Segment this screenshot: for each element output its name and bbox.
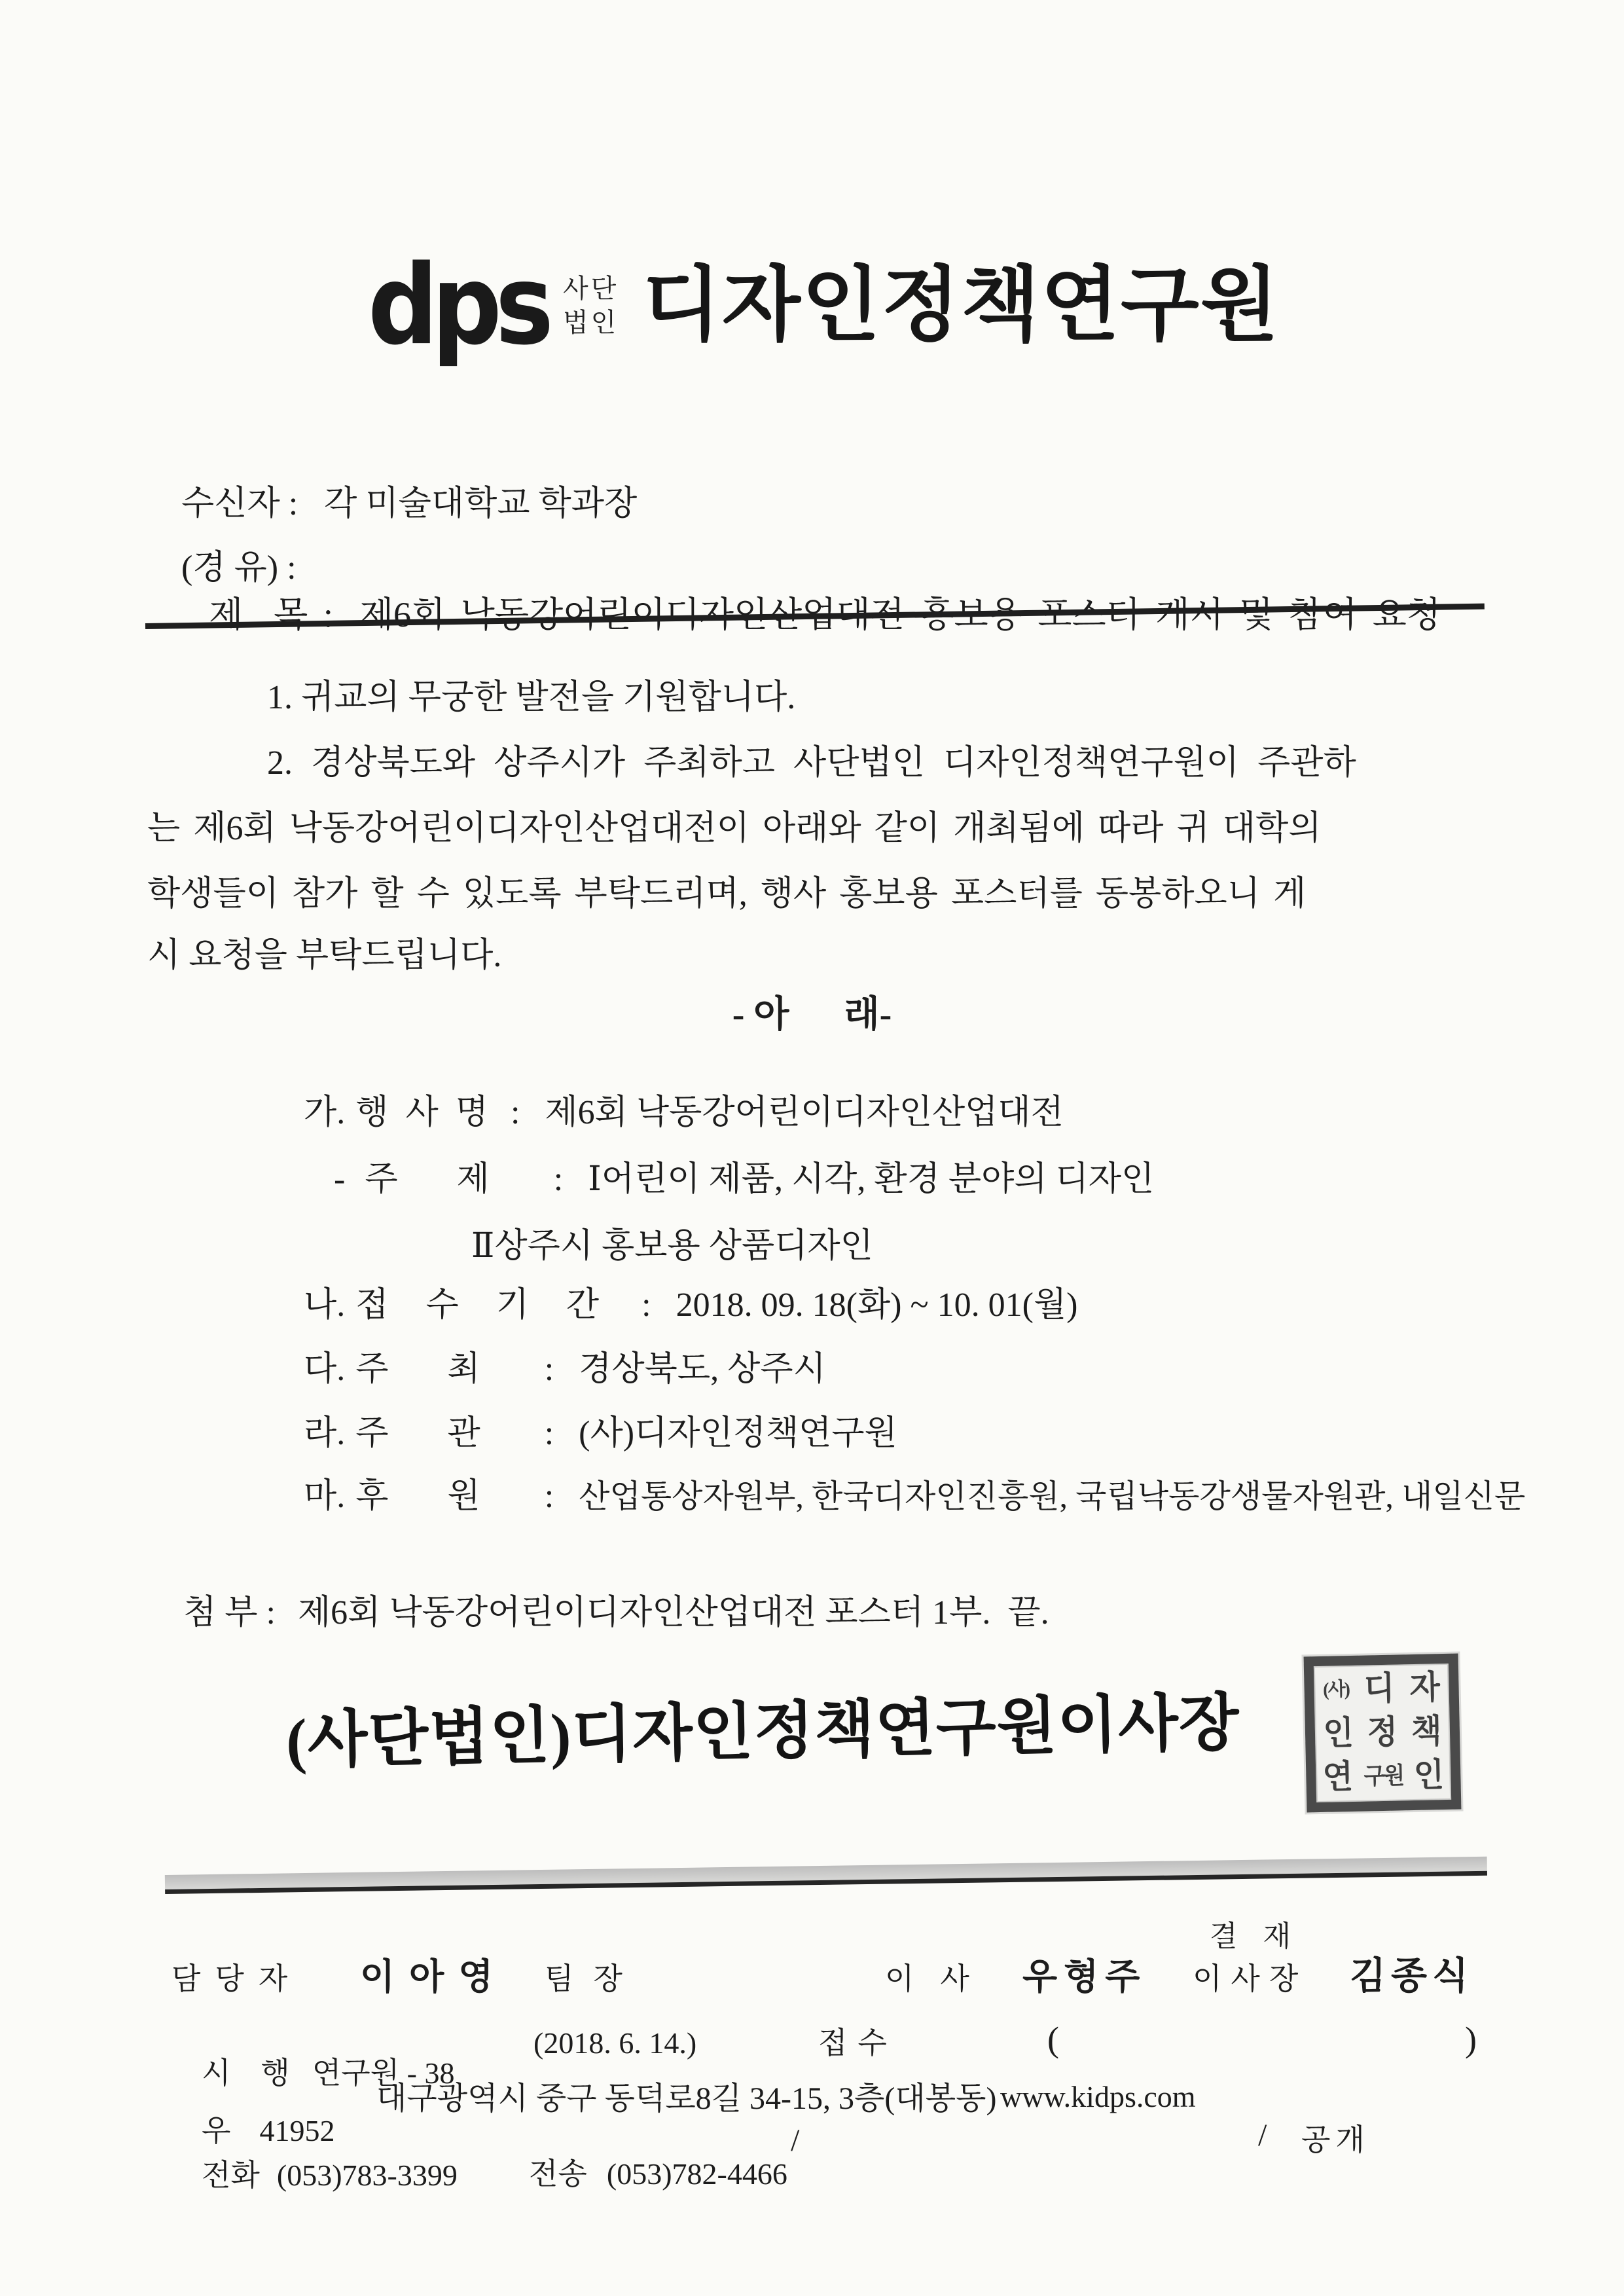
corp-type-top: 사단 <box>563 274 619 303</box>
approval-label: 결 재 <box>1210 1920 1301 1952</box>
approval-role-director: 이사 <box>885 1962 996 1995</box>
item-term: 행사명 <box>355 1094 505 1131</box>
approval-role-team-leader: 팀장 <box>545 1962 642 1995</box>
below-heading: - 아 래- <box>732 994 892 1035</box>
body-paragraph-2-line-2: 는 제6회 낙동강어린이디자인산업대전이 아래와 같이 개최됨에 따라 귀 대학의 <box>147 810 1322 847</box>
disclosure-label: 공개 <box>1301 2123 1370 2157</box>
fax-label: 전송 <box>529 2157 587 2191</box>
body-paragraph-2-line-3: 학생들이 참가 할 수 있도록 부탁드리며, 행사 홍보용 포스터를 동봉하오니 게 <box>147 875 1307 913</box>
zip-code: 41952 <box>259 2114 335 2147</box>
letterhead <box>368 242 1280 370</box>
item-value: Ⅰ어린이 제품, 시각, 환경 분야의 디자인 <box>588 1161 1155 1198</box>
item-value: 2018. 09. 18(화) ~ 10. 01(월) <box>676 1286 1078 1324</box>
recipient-label: 수신자 : <box>181 485 298 522</box>
approval-name-president: 김종식 <box>1350 1956 1474 1997</box>
item-colon: : <box>553 1161 564 1198</box>
body-paragraph-2-line-4: 시 요청을 부탁드립니다. <box>147 937 502 974</box>
document-number: 연구원 - 38 <box>312 2056 455 2090</box>
approval-name-staff: 이아영 <box>360 1957 508 1997</box>
item-colon: : <box>544 1478 554 1515</box>
approval-role-staff: 담당자 <box>171 1962 302 1995</box>
website: www.kidps.com <box>1000 2080 1196 2113</box>
item-term: 주최 <box>355 1351 539 1388</box>
seal-grid <box>1314 1664 1451 1802</box>
corp-type-bottom: 법인 <box>563 308 619 337</box>
separator-slash: / <box>791 2123 800 2158</box>
subject-value: 제6회 낙동강어린이디자인산업대전 홍보용 포스터 게시 및 참여 요청 <box>359 595 1441 634</box>
recipient-value: 각 미술대학교 학과장 <box>324 485 638 522</box>
item-value: 산업통상자원부, 한국디자인진흥원, 국립낙동강생물자원관, 내일신문 <box>579 1478 1526 1514</box>
dps-logo: dps <box>368 242 548 370</box>
item-value: Ⅱ상주시 홍보용 상품디자인 <box>471 1228 873 1265</box>
corp-type-label <box>563 272 619 340</box>
item-no: 나. <box>304 1286 346 1324</box>
attachment-value: 제6회 낙동강어린이디자인산업대전 포스터 1부. 끝. <box>297 1594 1049 1631</box>
body-paragraph-2-line-1: 2. 경상북도와 상주시가 주최하고 사단법인 디자인정책연구원이 주관하 <box>267 744 1356 782</box>
execution-label: 시 행 <box>202 2056 290 2090</box>
fax-line <box>499 2129 787 2219</box>
seal-char: 디 <box>1363 1670 1395 1708</box>
address: 대구광역시 중구 동덕로8길 34-15, 3층(대봉동) <box>376 2081 997 2116</box>
fax-number: (053)782-4466 <box>606 2157 787 2191</box>
receipt-paren-close: ) <box>1465 2020 1477 2059</box>
subject-label: 제 목 : <box>209 595 333 634</box>
seal-char: 연 <box>1322 1758 1354 1796</box>
item-no: 라. <box>304 1415 346 1452</box>
execution-date: (2018. 6. 14.) <box>533 2026 697 2060</box>
item-term: 주제 <box>365 1161 549 1198</box>
seal-char: 책 <box>1411 1713 1443 1751</box>
approval-role-president: 이사장 <box>1193 1962 1308 1995</box>
tel-number: (053)783-3399 <box>276 2159 458 2192</box>
telephone-line <box>171 2130 458 2221</box>
item-value: 경상북도, 상주시 <box>579 1351 826 1388</box>
item-no: 다. <box>304 1351 346 1388</box>
seal-char: 인 <box>1413 1757 1445 1794</box>
item-term: 주관 <box>355 1415 539 1452</box>
seal-char: 자 <box>1409 1669 1441 1707</box>
attachment-line <box>149 1562 1049 1664</box>
item-value: 제6회 낙동강어린이디자인산업대전 <box>545 1094 1064 1131</box>
org-name: 디자인정책연구원 <box>642 260 1280 350</box>
item-term: 후원 <box>355 1478 539 1515</box>
item-colon: : <box>641 1286 651 1324</box>
item-colon: : <box>510 1094 520 1131</box>
body-paragraph-1: 1. 귀교의 무궁한 발전을 기원합니다. <box>267 679 796 716</box>
item-colon: : <box>544 1415 554 1452</box>
seal-char: 구원 <box>1363 1763 1403 1790</box>
item-sponsor <box>270 1446 1525 1548</box>
attachment-label: 첨 부 : <box>183 1594 276 1631</box>
seal-char: 인 <box>1322 1715 1354 1753</box>
footer-divider <box>165 1857 1487 1894</box>
item-value: (사)디자인정책연구원 <box>579 1415 897 1452</box>
item-colon: : <box>544 1351 554 1388</box>
item-no: - <box>334 1161 346 1198</box>
zip-label: 우 <box>202 2114 231 2147</box>
approval-name-director: 우형주 <box>1022 1957 1147 1997</box>
disclosure-slash: / <box>1258 2118 1267 2153</box>
seal-char: 정 <box>1367 1714 1398 1751</box>
item-no: 마. <box>304 1478 346 1515</box>
receipt-label: 접수 <box>818 2026 897 2060</box>
seal-char: (사) <box>1322 1679 1350 1701</box>
official-seal-stamp <box>1304 1654 1462 1813</box>
via-label: (경 유) : <box>181 549 297 587</box>
tel-label: 전화 <box>202 2159 260 2192</box>
receipt-paren-open: ( <box>1047 2020 1059 2059</box>
issuer-signature: (사단법인)디자인정책연구원이사장 <box>285 1688 1240 1776</box>
item-term: 접수기간 <box>355 1286 637 1324</box>
item-no: 가. <box>304 1094 346 1131</box>
